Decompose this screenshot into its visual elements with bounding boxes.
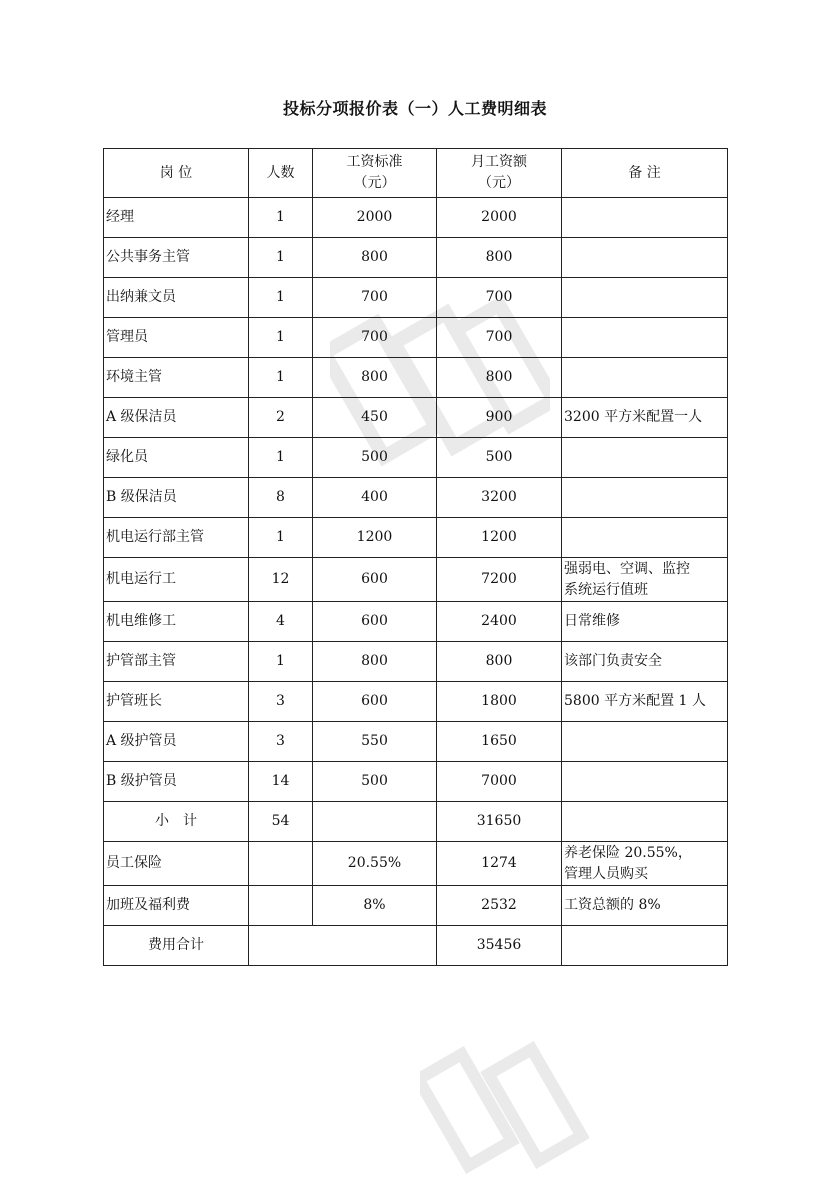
cell-remark-line2: 系统运行值班: [564, 581, 648, 598]
cell-position: 护管部主管: [104, 642, 249, 682]
header-monthly: [437, 149, 562, 198]
cell-position: 护管班长: [104, 682, 249, 722]
cell-count: 2: [249, 398, 313, 438]
table-row: [104, 278, 728, 318]
page-title: 投标分项报价表（一）人工费明细表: [282, 99, 547, 118]
overtime-count: [249, 886, 313, 926]
insurance-label: 员工保险: [104, 842, 249, 886]
header-remark: 备 注: [562, 149, 728, 198]
cell-position: 机电维修工: [104, 602, 249, 642]
cell-position: B 级保洁员: [104, 478, 249, 518]
header-standard-line2: （元）: [353, 175, 396, 191]
cell-position: 绿化员: [104, 438, 249, 478]
table-header-row: [104, 149, 728, 198]
overtime-standard: 8%: [313, 886, 437, 926]
subtotal-standard: [313, 802, 437, 842]
table-row: [104, 722, 728, 762]
cell-standard: 600: [313, 682, 437, 722]
subtotal-label: 小 计: [104, 802, 249, 842]
header-count: 人数: [249, 149, 313, 198]
cell-remark: [562, 518, 728, 558]
insurance-remark: [562, 842, 728, 886]
cell-standard: 800: [313, 358, 437, 398]
cell-count: 1: [249, 642, 313, 682]
insurance-remark-line1: 养老保险 20.55%，: [564, 844, 692, 861]
overtime-row: [104, 886, 728, 926]
insurance-row: [104, 842, 728, 886]
cell-remark: [562, 358, 728, 398]
cell-standard: 450: [313, 398, 437, 438]
total-monthly: 35456: [437, 926, 562, 966]
cell-standard: 500: [313, 762, 437, 802]
cell-position: 环境主管: [104, 358, 249, 398]
table-row: [104, 558, 728, 602]
cell-position: 机电运行部主管: [104, 518, 249, 558]
cell-position: 经理: [104, 198, 249, 238]
cell-count: 12: [249, 558, 313, 602]
cell-standard: 800: [313, 238, 437, 278]
cell-standard: 600: [313, 602, 437, 642]
cell-position: 管理员: [104, 318, 249, 358]
cell-standard: 800: [313, 642, 437, 682]
cell-count: 3: [249, 722, 313, 762]
cell-remark: 该部门负责安全: [562, 642, 728, 682]
cell-count: 1: [249, 238, 313, 278]
table-row: [104, 642, 728, 682]
table-row: [104, 438, 728, 478]
cell-remark: [562, 762, 728, 802]
table-row: [104, 682, 728, 722]
cell-standard: 700: [313, 318, 437, 358]
cell-remark: [562, 198, 728, 238]
cell-position: A 级护管员: [104, 722, 249, 762]
cell-remark: 3200 平方米配置一人: [562, 398, 728, 438]
cell-count: 1: [249, 438, 313, 478]
cell-monthly: 500: [437, 438, 562, 478]
header-standard: [313, 149, 437, 198]
cell-monthly: 800: [437, 238, 562, 278]
cell-position: 出纳兼文员: [104, 278, 249, 318]
cell-count: 1: [249, 518, 313, 558]
cell-monthly: 1200: [437, 518, 562, 558]
subtotal-remark: [562, 802, 728, 842]
header-monthly-line1: 月工资额: [471, 154, 527, 170]
cell-position: 机电运行工: [104, 558, 249, 602]
subtotal-count: 54: [249, 802, 313, 842]
subtotal-row: [104, 802, 728, 842]
cell-standard: 400: [313, 478, 437, 518]
cell-monthly: 800: [437, 358, 562, 398]
cell-remark: [562, 478, 728, 518]
subtotal-monthly: 31650: [437, 802, 562, 842]
header-standard-line1: 工资标准: [346, 154, 403, 170]
insurance-count: [249, 842, 313, 886]
cell-monthly: 2000: [437, 198, 562, 238]
cell-monthly: 7000: [437, 762, 562, 802]
cell-standard: 500: [313, 438, 437, 478]
cell-remark: 日常维修: [562, 602, 728, 642]
table-row: [104, 602, 728, 642]
cell-remark: [562, 438, 728, 478]
cell-monthly: 1800: [437, 682, 562, 722]
cell-remark-line1: 强弱电、空调、监控: [564, 560, 690, 577]
cell-position: A 级保洁员: [104, 398, 249, 438]
table-row: [104, 358, 728, 398]
cell-monthly: 1650: [437, 722, 562, 762]
cell-position: B 级护管员: [104, 762, 249, 802]
cell-count: 1: [249, 198, 313, 238]
table-row: [104, 762, 728, 802]
cell-remark: [562, 238, 728, 278]
insurance-standard: 20.55%: [313, 842, 437, 886]
table-row: [104, 318, 728, 358]
cell-remark: 5800 平方米配置 1 人: [562, 682, 728, 722]
cell-standard: 700: [313, 278, 437, 318]
cell-standard: 2000: [313, 198, 437, 238]
total-blank: [249, 926, 437, 966]
cell-remark: [562, 558, 728, 602]
watermark-logo-bottom: [420, 1040, 600, 1180]
cell-standard: 1200: [313, 518, 437, 558]
cell-monthly: 900: [437, 398, 562, 438]
labor-cost-table: [103, 148, 728, 966]
table-row: [104, 518, 728, 558]
cell-count: 1: [249, 358, 313, 398]
cell-count: 1: [249, 318, 313, 358]
cell-count: 14: [249, 762, 313, 802]
cell-monthly: 7200: [437, 558, 562, 602]
cell-monthly: 2400: [437, 602, 562, 642]
total-label: 费用合计: [104, 926, 249, 966]
table-row: [104, 198, 728, 238]
cell-standard: 600: [313, 558, 437, 602]
cell-remark: [562, 722, 728, 762]
cell-count: 3: [249, 682, 313, 722]
overtime-label: 加班及福利费: [104, 886, 249, 926]
cell-monthly: 700: [437, 318, 562, 358]
table-row: [104, 398, 728, 438]
cell-remark: [562, 318, 728, 358]
cell-monthly: 3200: [437, 478, 562, 518]
header-monthly-line2: （元）: [478, 175, 520, 191]
overtime-monthly: 2532: [437, 886, 562, 926]
overtime-remark: 工资总额的 8%: [562, 886, 728, 926]
insurance-monthly: 1274: [437, 842, 562, 886]
insurance-remark-line2: 管理人员购买: [564, 865, 648, 882]
cell-count: 1: [249, 278, 313, 318]
cell-standard: 550: [313, 722, 437, 762]
cell-monthly: 700: [437, 278, 562, 318]
cell-monthly: 800: [437, 642, 562, 682]
cell-position: 公共事务主管: [104, 238, 249, 278]
total-row: [104, 926, 728, 966]
cell-count: 8: [249, 478, 313, 518]
header-position: 岗 位: [104, 149, 249, 198]
table-row: [104, 478, 728, 518]
cell-count: 4: [249, 602, 313, 642]
cell-remark: [562, 278, 728, 318]
table-row: [104, 238, 728, 278]
total-remark: [562, 926, 728, 966]
